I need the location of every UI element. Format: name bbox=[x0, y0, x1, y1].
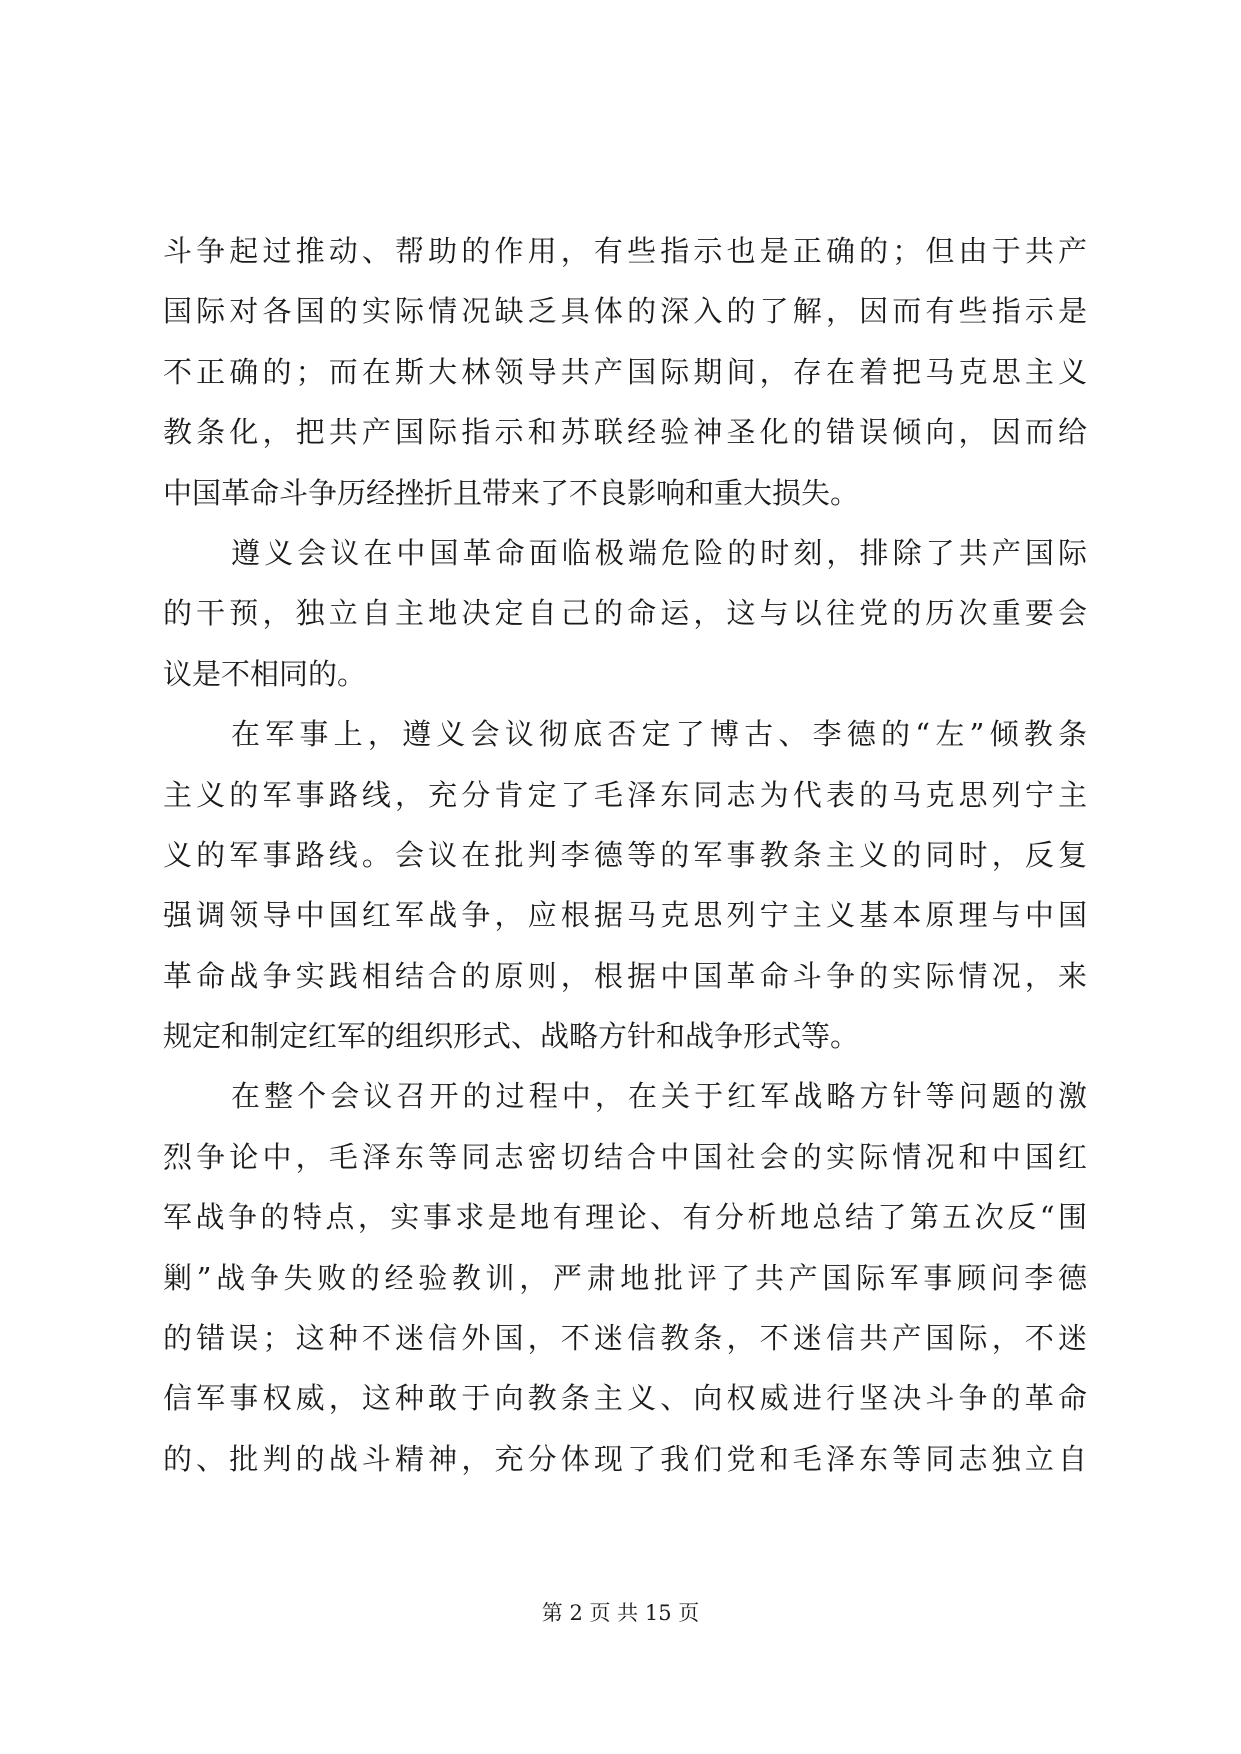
text-line: 革命战争实践相结合的原则，根据中国革命斗争的实际情况，来 bbox=[163, 958, 1087, 993]
text-line: 的、批判的战斗精神，充分体现了我们党和毛泽东等同志独立自 bbox=[163, 1441, 1087, 1476]
text-line: 教条化，把共产国际指示和苏联经验神圣化的错误倾向，因而给 bbox=[163, 415, 1087, 450]
text-line: 强调领导中国红军战争，应根据马克思列宁主义基本原理与中国 bbox=[163, 898, 1087, 933]
text-line: 国际对各国的实际情况缺乏具体的深入的了解，因而有些指示是 bbox=[163, 294, 1087, 329]
text-line: 烈争论中，毛泽东等同志密切结合中国社会的实际情况和中国红 bbox=[163, 1139, 1087, 1174]
text-line: 的错误；这种不迷信外国，不迷信教条，不迷信共产国际，不迷 bbox=[163, 1321, 1087, 1356]
text-line: 在整个会议召开的过程中，在关于红军战略方针等问题的激 bbox=[231, 1079, 1087, 1114]
text-line: 中国革命斗争历经挫折且带来了不良影响和重大损失。 bbox=[163, 475, 860, 510]
text-line: 在军事上，遵义会议彻底否定了博古、李德的“左”倾教条 bbox=[231, 717, 1087, 752]
text-line: 主义的军事路线，充分肯定了毛泽东同志为代表的马克思列宁主 bbox=[163, 777, 1087, 812]
text-line: 斗争起过推动、帮助的作用，有些指示也是正确的；但由于共产 bbox=[163, 234, 1087, 268]
text-line: 不正确的；而在斯大林领导共产国际期间，存在着把马克思主义 bbox=[163, 354, 1087, 389]
text-line: 军战争的特点，实事求是地有理论、有分析地总结了第五次反“围 bbox=[163, 1200, 1087, 1235]
page-number-label: 第 2 页 共 15 页 bbox=[541, 1601, 700, 1625]
text-line: 义的军事路线。会议在批判李德等的军事教条主义的同时，反复 bbox=[163, 837, 1087, 872]
page-footer bbox=[0, 1597, 1241, 1627]
body-text bbox=[163, 221, 1087, 1489]
text-line: 遵义会议在中国革命面临极端危险的时刻，排除了共产国际 bbox=[231, 535, 1087, 570]
text-line: 规定和制定红军的组织形式、战略方针和战争形式等。 bbox=[163, 1019, 860, 1054]
text-line: 议是不相同的。 bbox=[163, 656, 367, 691]
text-line: 剿”战争失败的经验教训，严肃地批评了共产国际军事顾问李德 bbox=[163, 1260, 1087, 1295]
text-line: 信军事权威，这种敢于向教条主义、向权威进行坚决斗争的革命 bbox=[163, 1381, 1087, 1416]
text-line: 的干预，独立自主地决定自己的命运，这与以往党的历次重要会 bbox=[163, 596, 1087, 631]
